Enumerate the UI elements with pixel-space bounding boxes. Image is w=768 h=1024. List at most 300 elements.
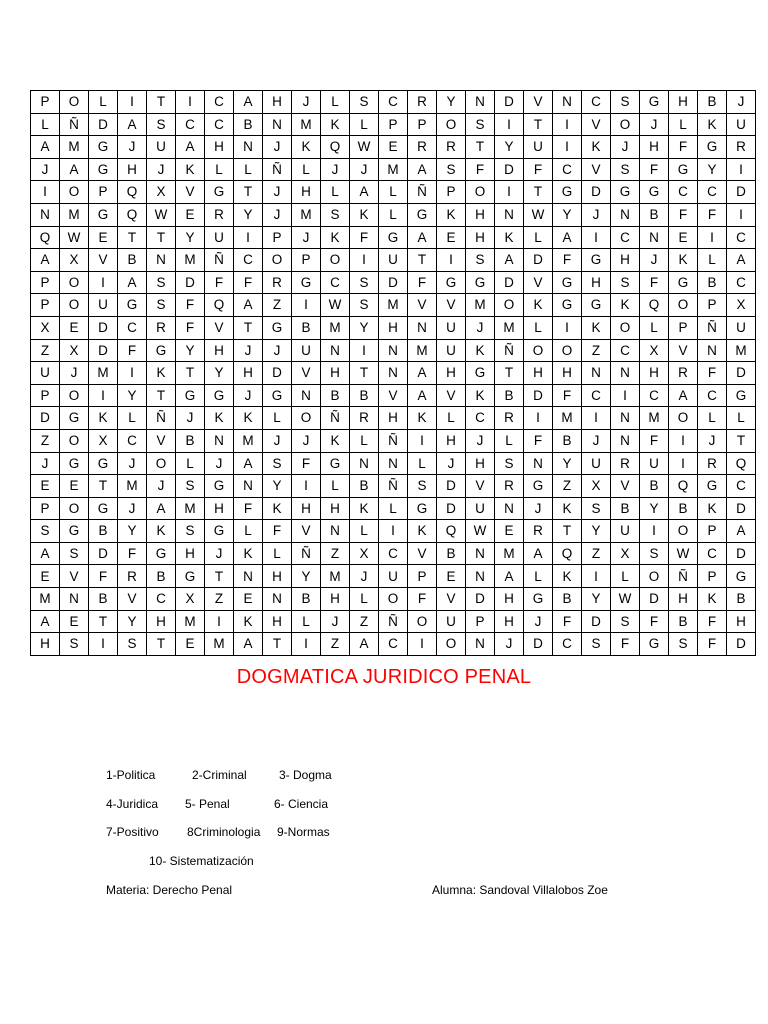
grid-cell: N — [553, 91, 582, 114]
grid-cell: S — [147, 113, 176, 136]
grid-cell: A — [234, 294, 263, 317]
grid-cell: G — [205, 181, 234, 204]
grid-cell: R — [205, 203, 234, 226]
grid-cell: I — [118, 91, 147, 114]
grid-cell: P — [31, 271, 60, 294]
grid-cell: S — [495, 452, 524, 475]
grid-cell: J — [31, 158, 60, 181]
grid-cell: N — [611, 203, 640, 226]
grid-cell: H — [437, 362, 466, 385]
grid-cell: C — [118, 316, 147, 339]
grid-cell: T — [118, 226, 147, 249]
grid-cell: N — [611, 407, 640, 430]
grid-cell: D — [379, 271, 408, 294]
grid-row — [31, 203, 756, 226]
grid-cell: Q — [553, 542, 582, 565]
grid-cell: H — [495, 610, 524, 633]
grid-cell: M — [89, 362, 118, 385]
grid-cell: J — [582, 203, 611, 226]
grid-cell: I — [408, 633, 437, 656]
grid-cell: K — [698, 497, 727, 520]
grid-cell: S — [466, 249, 495, 272]
grid-cell: L — [292, 610, 321, 633]
grid-cell: Q — [205, 294, 234, 317]
grid-cell: J — [292, 91, 321, 114]
puzzle-title: DOGMATICA JURIDICO PENAL — [236, 666, 532, 688]
grid-cell: O — [147, 452, 176, 475]
grid-cell: Y — [582, 588, 611, 611]
grid-cell: D — [727, 181, 756, 204]
grid-cell: C — [582, 91, 611, 114]
grid-cell: W — [524, 203, 553, 226]
grid-cell: S — [582, 633, 611, 656]
grid-row — [31, 271, 756, 294]
grid-cell: I — [669, 452, 698, 475]
grid-cell: O — [321, 249, 350, 272]
grid-cell: M — [31, 588, 60, 611]
grid-cell: Ñ — [147, 407, 176, 430]
grid-cell: I — [727, 203, 756, 226]
grid-cell: M — [408, 339, 437, 362]
grid-cell: U — [437, 339, 466, 362]
grid-cell: S — [611, 610, 640, 633]
grid-cell: J — [147, 475, 176, 498]
grid-cell: P — [466, 610, 495, 633]
grid-cell: E — [437, 226, 466, 249]
grid-cell: K — [350, 203, 379, 226]
grid-cell: Ñ — [60, 113, 89, 136]
grid-cell: R — [495, 475, 524, 498]
grid-cell: G — [205, 384, 234, 407]
grid-cell: Y — [495, 136, 524, 159]
grid-cell: A — [234, 452, 263, 475]
grid-cell: A — [553, 226, 582, 249]
grid-cell: A — [31, 136, 60, 159]
grid-cell: G — [524, 588, 553, 611]
grid-cell: I — [292, 633, 321, 656]
grid-row — [31, 542, 756, 565]
grid-cell: J — [466, 429, 495, 452]
grid-cell: F — [466, 158, 495, 181]
grid-cell: J — [118, 452, 147, 475]
grid-cell: O — [292, 407, 321, 430]
grid-cell: J — [205, 452, 234, 475]
grid-cell: Y — [640, 497, 669, 520]
grid-cell: H — [205, 339, 234, 362]
grid-cell: P — [31, 91, 60, 114]
grid-cell: Q — [640, 294, 669, 317]
grid-cell: H — [466, 226, 495, 249]
grid-cell: Q — [437, 520, 466, 543]
grid-cell: H — [176, 542, 205, 565]
grid-cell: F — [408, 271, 437, 294]
grid-cell: G — [553, 271, 582, 294]
grid-cell: S — [321, 203, 350, 226]
grid-cell: B — [118, 249, 147, 272]
grid-cell: Q — [669, 475, 698, 498]
grid-cell: O — [60, 271, 89, 294]
grid-cell: N — [611, 429, 640, 452]
grid-cell: L — [350, 520, 379, 543]
grid-cell: M — [176, 497, 205, 520]
grid-cell: N — [466, 91, 495, 114]
grid-cell: Y — [437, 91, 466, 114]
grid-cell: F — [350, 226, 379, 249]
grid-cell: J — [727, 91, 756, 114]
grid-cell: L — [321, 181, 350, 204]
grid-cell: C — [553, 633, 582, 656]
grid-cell: K — [524, 294, 553, 317]
grid-cell: A — [727, 520, 756, 543]
grid-cell: P — [31, 497, 60, 520]
grid-cell: K — [234, 542, 263, 565]
grid-cell: V — [118, 588, 147, 611]
grid-cell: L — [379, 181, 408, 204]
grid-cell: I — [89, 271, 118, 294]
grid-cell: N — [698, 339, 727, 362]
grid-cell: G — [60, 407, 89, 430]
grid-cell: Ñ — [205, 249, 234, 272]
grid-cell: X — [89, 429, 118, 452]
grid-cell: O — [669, 294, 698, 317]
grid-cell: J — [611, 136, 640, 159]
grid-cell: O — [495, 294, 524, 317]
grid-cell: H — [466, 203, 495, 226]
grid-cell: B — [89, 588, 118, 611]
grid-cell: M — [176, 610, 205, 633]
grid-cell: X — [147, 181, 176, 204]
grid-cell: H — [321, 362, 350, 385]
grid-cell: Ñ — [379, 429, 408, 452]
grid-cell: S — [437, 158, 466, 181]
word-item-2: 2-Criminal — [192, 768, 247, 782]
grid-cell: Z — [321, 633, 350, 656]
grid-cell: K — [234, 610, 263, 633]
grid-cell: E — [379, 136, 408, 159]
grid-cell: S — [176, 475, 205, 498]
grid-cell: T — [524, 113, 553, 136]
grid-cell: G — [379, 226, 408, 249]
word-item-7: 7-Positivo — [106, 825, 159, 839]
grid-cell: J — [263, 181, 292, 204]
grid-cell: U — [437, 316, 466, 339]
grid-cell: I — [553, 316, 582, 339]
grid-cell: M — [379, 158, 408, 181]
grid-cell: K — [350, 497, 379, 520]
grid-cell: M — [495, 542, 524, 565]
grid-cell: L — [234, 158, 263, 181]
grid-cell: I — [437, 249, 466, 272]
grid-cell: C — [698, 181, 727, 204]
grid-cell: H — [205, 136, 234, 159]
grid-cell: P — [292, 249, 321, 272]
grid-cell: O — [611, 316, 640, 339]
grid-cell: A — [408, 362, 437, 385]
grid-cell: G — [89, 497, 118, 520]
grid-cell: E — [60, 316, 89, 339]
grid-cell: T — [147, 633, 176, 656]
grid-cell: H — [379, 407, 408, 430]
grid-cell: W — [669, 542, 698, 565]
grid-cell: W — [321, 294, 350, 317]
grid-cell: L — [205, 158, 234, 181]
grid-cell: H — [669, 91, 698, 114]
grid-cell: A — [118, 271, 147, 294]
grid-cell: X — [640, 339, 669, 362]
grid-cell: D — [582, 610, 611, 633]
grid-cell: Z — [582, 339, 611, 362]
word-item-1: 1-Politica — [106, 768, 156, 782]
grid-cell: Y — [263, 475, 292, 498]
grid-cell: T — [234, 181, 263, 204]
grid-cell: F — [118, 339, 147, 362]
grid-cell: I — [292, 475, 321, 498]
grid-cell: N — [408, 316, 437, 339]
grid-cell: N — [466, 633, 495, 656]
grid-cell: C — [611, 226, 640, 249]
grid-cell: G — [698, 136, 727, 159]
grid-cell: D — [437, 497, 466, 520]
grid-cell: A — [495, 565, 524, 588]
grid-cell: T — [234, 316, 263, 339]
grid-cell: G — [669, 158, 698, 181]
grid-cell: G — [263, 384, 292, 407]
grid-cell: G — [466, 271, 495, 294]
grid-cell: B — [495, 384, 524, 407]
grid-cell: R — [524, 520, 553, 543]
grid-cell: T — [553, 520, 582, 543]
grid-cell: H — [147, 610, 176, 633]
grid-cell: M — [60, 136, 89, 159]
grid-cell: I — [176, 91, 205, 114]
grid-cell: K — [321, 429, 350, 452]
grid-cell: M — [176, 249, 205, 272]
grid-cell: H — [611, 249, 640, 272]
grid-cell: G — [611, 181, 640, 204]
grid-cell: V — [292, 520, 321, 543]
grid-cell: C — [611, 339, 640, 362]
grid-cell: J — [205, 542, 234, 565]
grid-cell: J — [437, 452, 466, 475]
grid-cell: F — [553, 384, 582, 407]
grid-cell: F — [640, 158, 669, 181]
grid-cell: A — [234, 91, 263, 114]
grid-row — [31, 158, 756, 181]
grid-cell: T — [176, 362, 205, 385]
grid-cell: F — [698, 203, 727, 226]
grid-cell: S — [31, 520, 60, 543]
grid-cell: G — [89, 158, 118, 181]
grid-cell: D — [524, 633, 553, 656]
grid-cell: V — [524, 271, 553, 294]
grid-cell: H — [205, 497, 234, 520]
grid-cell: E — [176, 633, 205, 656]
grid-cell: A — [495, 249, 524, 272]
grid-cell: G — [147, 339, 176, 362]
grid-cell: I — [553, 113, 582, 136]
grid-cell: S — [582, 497, 611, 520]
grid-cell: D — [524, 384, 553, 407]
grid-cell: O — [60, 429, 89, 452]
grid-cell: E — [234, 588, 263, 611]
grid-cell: O — [437, 113, 466, 136]
grid-cell: X — [60, 249, 89, 272]
grid-cell: D — [89, 316, 118, 339]
grid-cell: K — [176, 158, 205, 181]
grid-cell: L — [350, 588, 379, 611]
grid-cell: Y — [205, 362, 234, 385]
grid-cell: C — [379, 542, 408, 565]
grid-cell: A — [31, 542, 60, 565]
grid-cell: B — [727, 588, 756, 611]
grid-row — [31, 294, 756, 317]
grid-cell: U — [205, 226, 234, 249]
grid-cell: X — [31, 316, 60, 339]
grid-cell: K — [89, 407, 118, 430]
grid-cell: B — [640, 203, 669, 226]
grid-cell: U — [582, 452, 611, 475]
grid-cell: I — [350, 339, 379, 362]
grid-cell: I — [89, 384, 118, 407]
grid-row — [31, 452, 756, 475]
grid-cell: U — [611, 520, 640, 543]
grid-cell: H — [582, 271, 611, 294]
grid-cell: G — [669, 271, 698, 294]
grid-cell: H — [495, 588, 524, 611]
grid-cell: B — [640, 475, 669, 498]
grid-cell: I — [640, 520, 669, 543]
grid-cell: G — [263, 316, 292, 339]
grid-cell: R — [437, 136, 466, 159]
grid-cell: L — [524, 226, 553, 249]
grid-cell: G — [553, 294, 582, 317]
grid-cell: T — [147, 226, 176, 249]
grid-cell: J — [640, 249, 669, 272]
grid-cell: M — [234, 429, 263, 452]
grid-cell: L — [524, 565, 553, 588]
grid-cell: G — [89, 136, 118, 159]
grid-cell: O — [408, 610, 437, 633]
grid-cell: Q — [321, 136, 350, 159]
grid-cell: N — [205, 429, 234, 452]
grid-cell: C — [727, 475, 756, 498]
grid-cell: I — [582, 407, 611, 430]
grid-cell: A — [350, 181, 379, 204]
grid-cell: I — [582, 565, 611, 588]
grid-cell: T — [727, 429, 756, 452]
grid-cell: V — [669, 339, 698, 362]
grid-cell: N — [31, 203, 60, 226]
grid-cell: U — [466, 497, 495, 520]
grid-cell: M — [292, 113, 321, 136]
grid-cell: B — [321, 384, 350, 407]
grid-row — [31, 316, 756, 339]
grid-cell: F — [698, 610, 727, 633]
grid-cell: S — [669, 633, 698, 656]
grid-cell: H — [640, 362, 669, 385]
grid-cell: S — [640, 542, 669, 565]
grid-cell: G — [437, 271, 466, 294]
grid-cell: I — [31, 181, 60, 204]
grid-cell: A — [176, 136, 205, 159]
grid-cell: B — [669, 610, 698, 633]
grid-cell: Z — [31, 339, 60, 362]
grid-cell: I — [495, 181, 524, 204]
grid-row — [31, 362, 756, 385]
grid-cell: O — [553, 339, 582, 362]
grid-cell: O — [60, 294, 89, 317]
grid-cell: I — [582, 226, 611, 249]
grid-cell: N — [321, 339, 350, 362]
grid-cell: J — [263, 339, 292, 362]
grid-cell: O — [263, 249, 292, 272]
grid-cell: N — [350, 452, 379, 475]
grid-cell: N — [640, 226, 669, 249]
grid-row — [31, 475, 756, 498]
grid-cell: V — [466, 475, 495, 498]
grid-cell: G — [640, 181, 669, 204]
grid-cell: L — [437, 407, 466, 430]
grid-cell: N — [379, 362, 408, 385]
grid-cell: C — [582, 384, 611, 407]
grid-cell: S — [611, 91, 640, 114]
grid-cell: T — [89, 475, 118, 498]
grid-cell: D — [727, 633, 756, 656]
grid-cell: J — [263, 429, 292, 452]
grid-cell: H — [466, 452, 495, 475]
grid-cell: P — [698, 294, 727, 317]
grid-cell: H — [118, 158, 147, 181]
grid-cell: N — [524, 452, 553, 475]
grid-cell: D — [31, 407, 60, 430]
student-label: Alumna: Sandoval Villalobos Zoe — [432, 883, 608, 897]
grid-cell: C — [147, 588, 176, 611]
grid-cell: N — [495, 203, 524, 226]
grid-cell: V — [408, 542, 437, 565]
grid-cell: O — [669, 407, 698, 430]
grid-cell: G — [292, 271, 321, 294]
grid-cell: V — [437, 294, 466, 317]
grid-cell: G — [582, 294, 611, 317]
grid-cell: J — [698, 429, 727, 452]
grid-cell: C — [553, 158, 582, 181]
grid-cell: O — [437, 633, 466, 656]
grid-cell: A — [60, 158, 89, 181]
grid-cell: J — [292, 429, 321, 452]
grid-cell: S — [60, 542, 89, 565]
grid-cell: Ñ — [408, 181, 437, 204]
grid-cell: U — [31, 362, 60, 385]
grid-cell: M — [495, 316, 524, 339]
grid-cell: C — [205, 113, 234, 136]
grid-row — [31, 113, 756, 136]
grid-cell: S — [350, 294, 379, 317]
grid-cell: R — [147, 316, 176, 339]
grid-cell: U — [89, 294, 118, 317]
grid-cell: E — [669, 226, 698, 249]
grid-cell: T — [147, 384, 176, 407]
grid-cell: H — [31, 633, 60, 656]
grid-cell: B — [553, 429, 582, 452]
grid-cell: C — [234, 249, 263, 272]
grid-cell: F — [698, 633, 727, 656]
grid-cell: B — [292, 316, 321, 339]
grid-cell: D — [89, 339, 118, 362]
grid-cell: H — [727, 610, 756, 633]
grid-cell: X — [350, 542, 379, 565]
grid-cell: B — [350, 475, 379, 498]
grid-cell: C — [727, 226, 756, 249]
